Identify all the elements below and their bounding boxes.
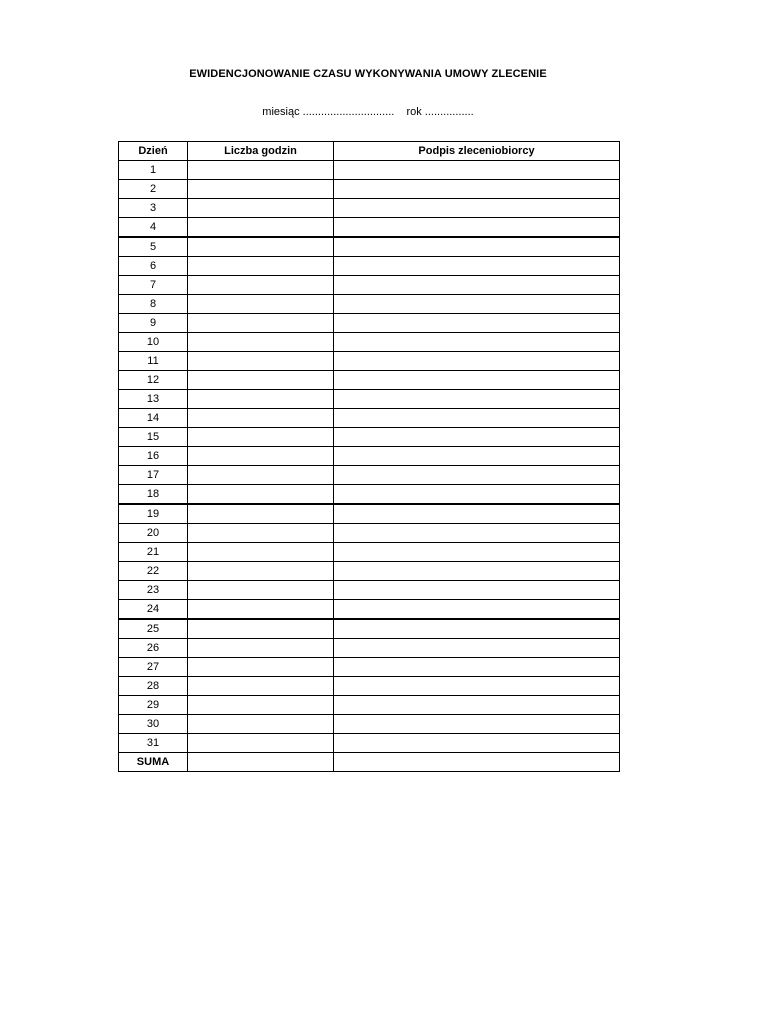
table-row — [119, 543, 620, 562]
signature-cell[interactable] — [334, 543, 620, 562]
hours-cell[interactable] — [188, 333, 334, 352]
table-row — [119, 677, 620, 696]
table-row — [119, 715, 620, 734]
day-number: 19 — [119, 504, 188, 524]
header-hours: Liczba godzin — [188, 142, 334, 161]
day-number: 7 — [119, 276, 188, 295]
sum-row — [119, 753, 620, 772]
time-log-table — [118, 141, 620, 772]
hours-cell[interactable] — [188, 581, 334, 600]
table-row — [119, 447, 620, 466]
year-field[interactable]: ................ — [424, 106, 474, 118]
hours-cell[interactable] — [188, 237, 334, 257]
table-row — [119, 333, 620, 352]
hours-cell[interactable] — [188, 371, 334, 390]
header-signature: Podpis zleceniobiorcy — [334, 142, 620, 161]
day-number: 30 — [119, 715, 188, 734]
signature-cell[interactable] — [334, 658, 620, 677]
hours-cell[interactable] — [188, 734, 334, 753]
signature-cell[interactable] — [334, 466, 620, 485]
day-number: 13 — [119, 390, 188, 409]
hours-cell[interactable] — [188, 485, 334, 505]
day-rows — [119, 161, 620, 753]
signature-cell[interactable] — [334, 161, 620, 180]
hours-cell[interactable] — [188, 543, 334, 562]
signature-cell[interactable] — [334, 696, 620, 715]
signature-cell[interactable] — [334, 485, 620, 505]
header-day: Dzień — [119, 142, 188, 161]
signature-cell[interactable] — [334, 352, 620, 371]
hours-cell[interactable] — [188, 218, 334, 238]
day-number: 17 — [119, 466, 188, 485]
day-number: 22 — [119, 562, 188, 581]
day-number: 26 — [119, 639, 188, 658]
day-number: 5 — [119, 237, 188, 257]
day-number: 24 — [119, 600, 188, 620]
table-row — [119, 581, 620, 600]
day-number: 14 — [119, 409, 188, 428]
signature-cell[interactable] — [334, 619, 620, 639]
table-row — [119, 524, 620, 543]
hours-cell[interactable] — [188, 409, 334, 428]
signature-cell[interactable] — [334, 524, 620, 543]
table-row — [119, 180, 620, 199]
hours-cell[interactable] — [188, 257, 334, 276]
table-row — [119, 371, 620, 390]
document-title: EWIDENCJONOWANIE CZASU WYKONYWANIA UMOWY ZLECENIE — [189, 68, 547, 80]
table-row — [119, 466, 620, 485]
signature-cell[interactable] — [334, 409, 620, 428]
table-row — [119, 295, 620, 314]
table-row — [119, 390, 620, 409]
table-row — [119, 428, 620, 447]
signature-cell[interactable] — [334, 333, 620, 352]
table-row — [119, 600, 620, 620]
year-label: rok — [406, 106, 422, 118]
signature-cell[interactable] — [334, 199, 620, 218]
sum-hours-cell[interactable] — [188, 753, 334, 772]
hours-cell[interactable] — [188, 619, 334, 639]
day-number: 3 — [119, 199, 188, 218]
header-row — [119, 142, 620, 161]
day-number: 10 — [119, 333, 188, 352]
table-row — [119, 199, 620, 218]
table-row — [119, 237, 620, 257]
table-row — [119, 314, 620, 333]
signature-cell[interactable] — [334, 715, 620, 734]
signature-cell[interactable] — [334, 180, 620, 199]
table-row — [119, 562, 620, 581]
signature-cell[interactable] — [334, 600, 620, 620]
hours-cell[interactable] — [188, 447, 334, 466]
hours-cell[interactable] — [188, 696, 334, 715]
day-number: 8 — [119, 295, 188, 314]
period-line — [0, 106, 736, 118]
signature-cell[interactable] — [334, 390, 620, 409]
hours-cell[interactable] — [188, 180, 334, 199]
hours-cell[interactable] — [188, 658, 334, 677]
sum-label: SUMA — [119, 753, 188, 772]
table-row — [119, 257, 620, 276]
day-number: 23 — [119, 581, 188, 600]
day-number: 28 — [119, 677, 188, 696]
month-label: miesiąc — [262, 106, 300, 118]
table-row — [119, 276, 620, 295]
day-number: 16 — [119, 447, 188, 466]
hours-cell[interactable] — [188, 161, 334, 180]
hours-cell[interactable] — [188, 276, 334, 295]
day-number: 12 — [119, 371, 188, 390]
signature-cell[interactable] — [334, 237, 620, 257]
hours-cell[interactable] — [188, 639, 334, 658]
hours-cell[interactable] — [188, 390, 334, 409]
day-number: 18 — [119, 485, 188, 505]
signature-cell[interactable] — [334, 257, 620, 276]
day-number: 31 — [119, 734, 188, 753]
table-row — [119, 218, 620, 238]
day-number: 4 — [119, 218, 188, 238]
signature-cell[interactable] — [334, 295, 620, 314]
table-row — [119, 658, 620, 677]
signature-cell[interactable] — [334, 218, 620, 238]
signature-cell[interactable] — [334, 562, 620, 581]
table-row — [119, 504, 620, 524]
day-number: 29 — [119, 696, 188, 715]
signature-cell[interactable] — [334, 371, 620, 390]
table-row — [119, 352, 620, 371]
table-row — [119, 639, 620, 658]
day-number: 25 — [119, 619, 188, 639]
hours-cell[interactable] — [188, 524, 334, 543]
hours-cell[interactable] — [188, 466, 334, 485]
signature-cell[interactable] — [334, 447, 620, 466]
day-number: 21 — [119, 543, 188, 562]
day-number: 20 — [119, 524, 188, 543]
day-number: 11 — [119, 352, 188, 371]
signature-cell[interactable] — [334, 428, 620, 447]
table-row — [119, 696, 620, 715]
signature-cell[interactable] — [334, 314, 620, 333]
signature-cell[interactable] — [334, 581, 620, 600]
day-number: 6 — [119, 257, 188, 276]
signature-cell[interactable] — [334, 504, 620, 524]
signature-cell[interactable] — [334, 276, 620, 295]
day-number: 15 — [119, 428, 188, 447]
hours-cell[interactable] — [188, 314, 334, 333]
table-row — [119, 619, 620, 639]
hours-cell[interactable] — [188, 562, 334, 581]
signature-cell[interactable] — [334, 677, 620, 696]
day-number: 27 — [119, 658, 188, 677]
table-row — [119, 409, 620, 428]
signature-cell[interactable] — [334, 639, 620, 658]
month-field[interactable]: .............................. — [302, 106, 395, 118]
hours-cell[interactable] — [188, 504, 334, 524]
table-row — [119, 161, 620, 180]
table-row — [119, 485, 620, 505]
hours-cell[interactable] — [188, 600, 334, 620]
signature-cell[interactable] — [334, 734, 620, 753]
day-number: 1 — [119, 161, 188, 180]
day-number: 9 — [119, 314, 188, 333]
day-number: 2 — [119, 180, 188, 199]
hours-cell[interactable] — [188, 352, 334, 371]
table-row — [119, 734, 620, 753]
hours-cell[interactable] — [188, 677, 334, 696]
sum-signature-cell[interactable] — [334, 753, 620, 772]
hours-cell[interactable] — [188, 199, 334, 218]
hours-cell[interactable] — [188, 428, 334, 447]
hours-cell[interactable] — [188, 295, 334, 314]
hours-cell[interactable] — [188, 715, 334, 734]
